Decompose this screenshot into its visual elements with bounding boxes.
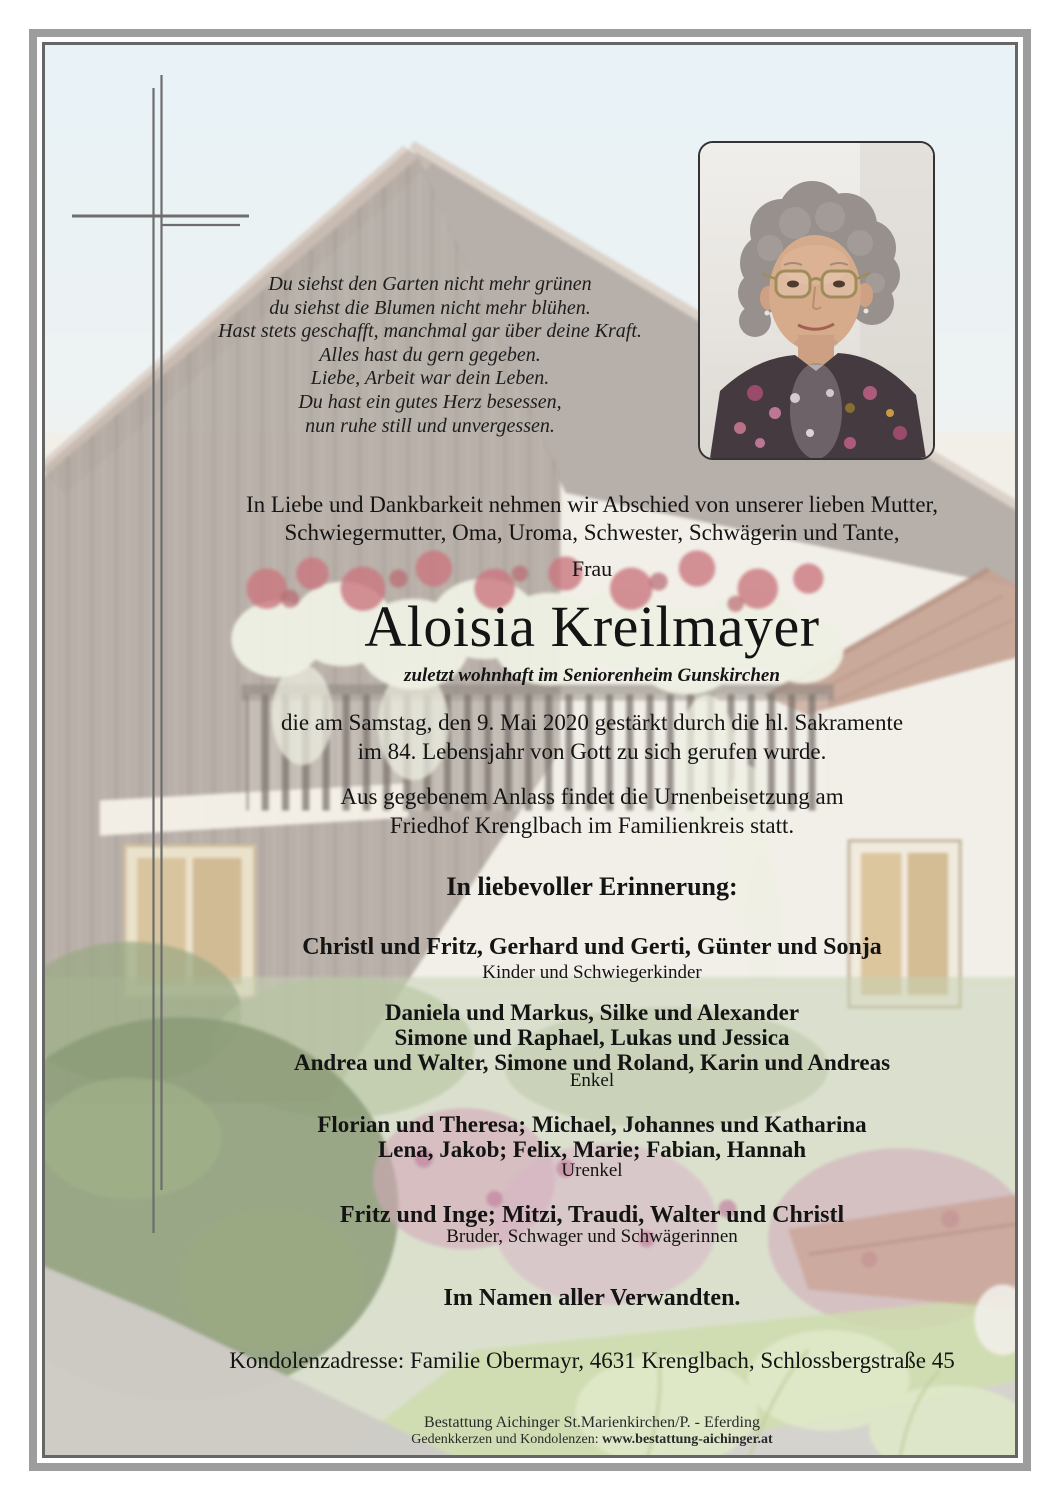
- funeral-notice: [169, 782, 1015, 840]
- family-group-names: [169, 934, 1015, 960]
- closing-line: Im Namen aller Verwandten.: [443, 1285, 741, 1311]
- text-column: [169, 0, 1015, 1500]
- family-names-line: Andrea und Walter, Simone und Roland, Karin und Andreas: [293, 1050, 891, 1075]
- funeral-line: Friedhof Krenglbach im Familienkreis statt.: [389, 813, 795, 838]
- intro-line: In Liebe und Dankbarkeit nehmen wir Abschied von unserer lieben Mutter,: [245, 492, 939, 517]
- funeral-home-url: www.bestattung-aichinger.at: [602, 1432, 773, 1447]
- poem-line: nun ruhe still und unvergessen.: [305, 414, 555, 437]
- family-names-line: Florian und Theresa; Michael, Johannes und Katharina: [317, 1112, 867, 1137]
- deceased-name: Aloisia Kreilmayer: [364, 594, 820, 659]
- death-notice: [169, 708, 1015, 766]
- family-names-line: Simone und Raphael, Lukas und Jessica: [394, 1025, 790, 1050]
- death-line: die am Samstag, den 9. Mai 2020 gestärkt durch die hl. Sakramente: [280, 710, 904, 735]
- family-group-names: [169, 1000, 1015, 1075]
- family-group-relation: Enkel: [569, 1070, 615, 1091]
- poem-line: Liebe, Arbeit war dein Leben.: [310, 367, 550, 390]
- family-names-line: Lena, Jakob; Felix, Marie; Fabian, Hannah: [377, 1137, 807, 1162]
- condolence-address: Kondolenzadresse: Familie Obermayr, 4631 Krenglbach, Schlossbergstraße 45: [229, 1348, 955, 1373]
- salutation: Frau: [571, 556, 613, 581]
- funeral-home-contact: [169, 1431, 1015, 1448]
- family-names-line: Daniela und Markus, Silke und Alexander: [384, 1000, 800, 1025]
- poem-line: Hast stets geschafft, manchmal gar über deine Kraft.: [218, 320, 642, 343]
- memory-heading: In liebevoller Erinnerung:: [446, 872, 738, 901]
- poem-line: Du siehst den Garten nicht mehr grünen: [268, 273, 592, 295]
- family-group-names: [169, 1202, 1015, 1228]
- family-group-relation: Bruder, Schwager und Schwägerinnen: [446, 1226, 738, 1247]
- family-group-names: [169, 1112, 1015, 1162]
- poem-line: du siehst die Blumen nicht mehr blühen.: [269, 296, 591, 319]
- family-names-line: Fritz und Inge; Mitzi, Traudi, Walter und Christl: [339, 1202, 845, 1228]
- intro-text: [169, 491, 1015, 546]
- family-group-relation: Kinder und Schwiegerkinder: [482, 962, 702, 983]
- residence-note: zuletzt wohnhaft im Seniorenheim Gunskirchen: [404, 665, 780, 686]
- family-names-line: Christl und Fritz, Gerhard und Gerti, Günter und Sonja: [302, 934, 882, 960]
- funeral-home-line: Bestattung Aichinger St.Marienkirchen/P. - Eferding: [424, 1414, 760, 1431]
- poem-line: Du hast ein gutes Herz besessen,: [298, 390, 562, 413]
- poem-line: Alles hast du gern gegeben.: [319, 343, 541, 366]
- contact-label: Gedenkkerzen und Kondolenzen:: [411, 1432, 603, 1447]
- family-group-relation: Urenkel: [561, 1160, 623, 1181]
- death-line: im 84. Lebensjahr von Gott zu sich gerufen wurde.: [357, 739, 827, 764]
- funeral-line: Aus gegebenem Anlass findet die Urnenbeisetzung am: [340, 784, 844, 809]
- intro-line: Schwiegermutter, Oma, Uroma, Schwester, Schwägerin und Tante,: [284, 519, 900, 545]
